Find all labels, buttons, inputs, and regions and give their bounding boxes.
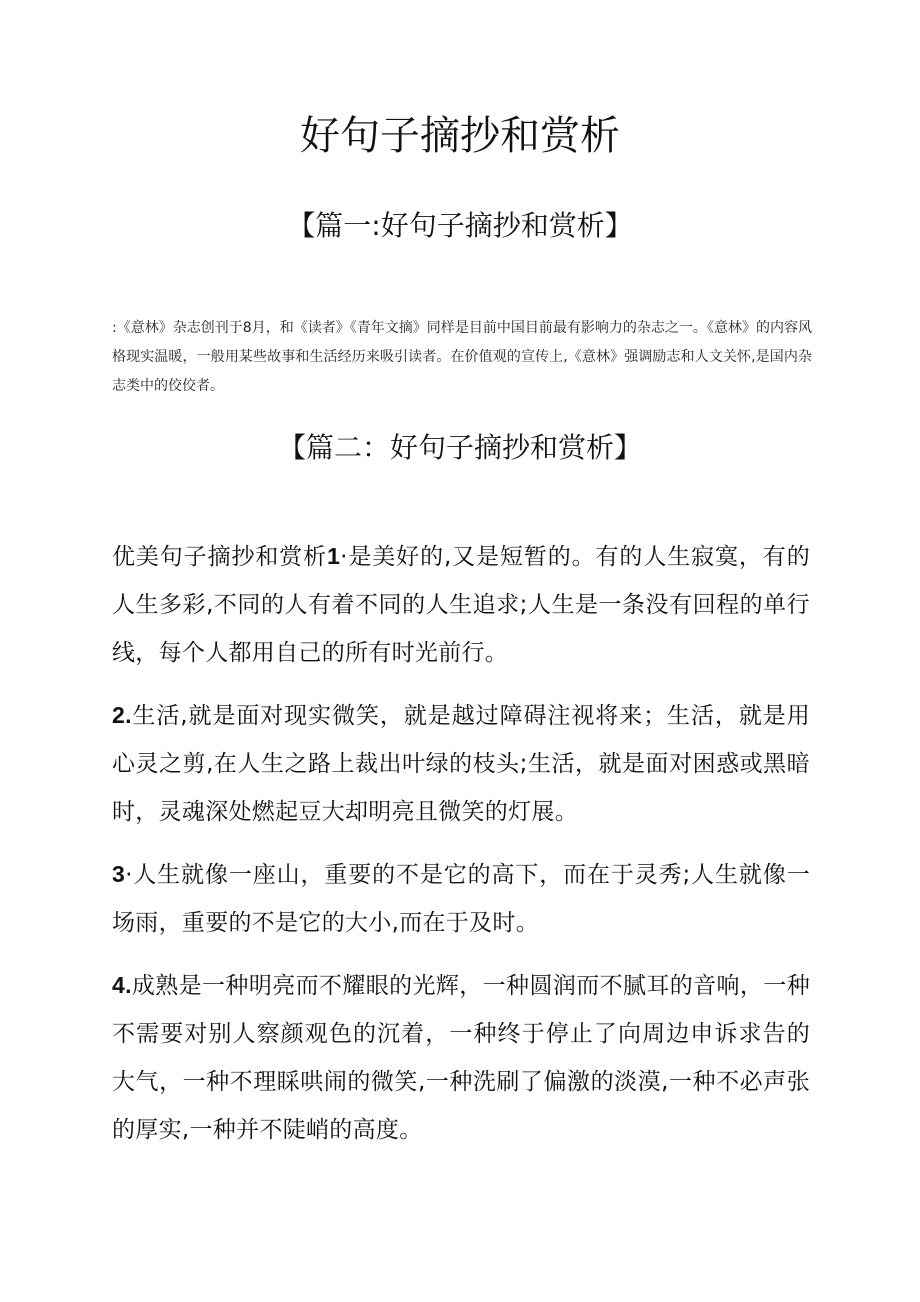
sentence-number: 3 — [112, 861, 126, 887]
sentence-list — [112, 532, 810, 1168]
page-title: 好句子摘抄和赏析 — [300, 113, 620, 159]
sentence-number: 2. — [112, 702, 132, 728]
sentence-number: 4. — [112, 972, 132, 998]
section-two-heading: 【篇二：好句子摘抄和赏析】 — [277, 431, 642, 464]
section-one-paragraph: :《意林》杂志创刊于8月，和《读者》《青年文摘》同样是目前中国目前最有影响力的杂志之一。《意林》的内容风格现实温暖，一般用某些故事和生活经历来吸引读者。在价值观的宣传上,《意林》强调励志和人文关怀,是国内杂志类中的佼佼者。 — [112, 320, 812, 394]
sentence-text: 生活,就是面对现实微笑，就是越过障碍注视将来；生活，就是用心灵之剪,在人生之路上裁出叶绿的枝头;生活，就是面对困惑或黑暗时，灵魂深处燃起豆大却明亮且微笑的灯展。 — [112, 703, 810, 825]
sentence-separator: · — [340, 544, 348, 570]
sentence-item-3 — [112, 850, 810, 947]
sentence-item-4 — [112, 961, 810, 1154]
sentence-text: 是美好的,又是短暂的。有的人生寂寞，有的人生多彩,不同的人有着不同的人生追求;人生是一条没有回程的单行线，每个人都用自己的所有时光前行。 — [112, 544, 810, 666]
sentence-item-2 — [112, 691, 810, 836]
section-one-heading: 【篇一:好句子摘抄和赏析】 — [287, 209, 633, 242]
sentence-item-1 — [112, 532, 810, 677]
sentence-lead: 优美句子摘抄和赏析 — [112, 544, 328, 570]
sentence-separator: · — [125, 862, 133, 888]
sentence-number: 1 — [327, 543, 341, 569]
sentence-text: 成熟是一种明亮而不耀眼的光辉，一种圆润而不腻耳的音响，一种不需要对别人察颜观色的沉着，一种终于停止了向周边申诉求告的大气，一种不理睬哄闹的微笑,一种洗刷了偏激的淡漠,一种不必声张的厚实,一种并不陡峭的高度。 — [112, 973, 810, 1143]
sentence-text: 人生就像一座山，重要的不是它的高下，而在于灵秀;人生就像一场雨，重要的不是它的大小,而在于及时。 — [112, 862, 810, 936]
